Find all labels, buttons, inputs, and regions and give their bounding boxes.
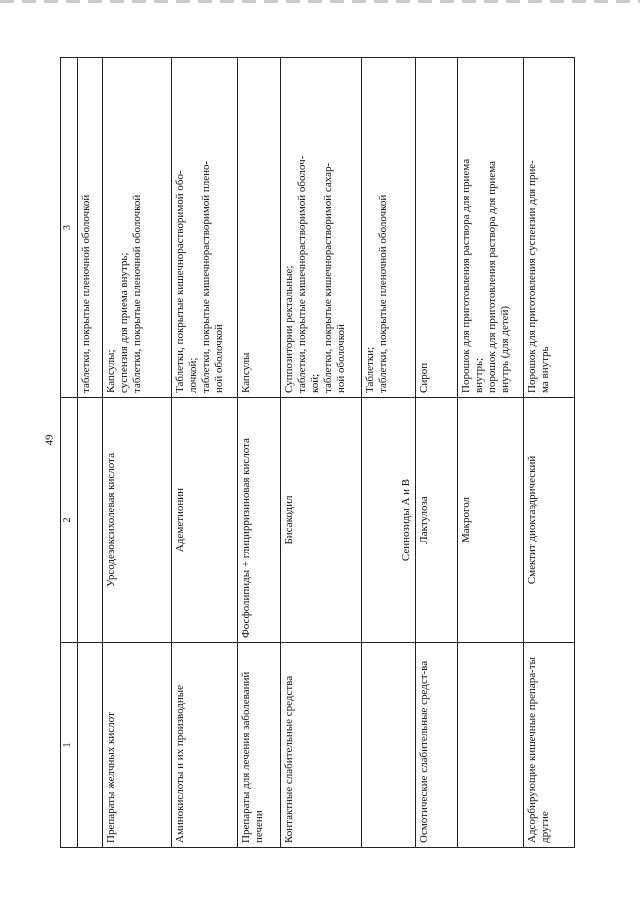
forms-cell: Порошок для приготовления раствора для приема внутрь; порошок для приготовления раствора для приема внутрь (для детей): [458, 58, 523, 398]
group-cell: Аминокислоты и их производные: [172, 643, 237, 848]
drug-cell: [78, 398, 103, 643]
forms-cell: Таблетки, покрытые кишечнорастворимой обо- лочкой; таблетки, покрытые кишечнорастворимой плено- ной оболочкой: [172, 58, 237, 398]
table-row: [237, 58, 280, 848]
drug-cell: Урсодезоксихолевая кислота: [102, 398, 171, 643]
group-cell: [78, 643, 103, 848]
table-row: [280, 58, 362, 848]
group-cell: [362, 643, 415, 848]
group-cell: Препараты желчных кислот: [102, 643, 171, 848]
drug-table: [60, 57, 575, 848]
table-row: [415, 58, 458, 848]
table-row: [102, 58, 171, 848]
forms-cell: Сироп: [415, 58, 458, 398]
forms-cell: Суппозитории ректальные; таблетки, покрытые кишечнорастворимой оболоч- кой; таблетки, покрытые кишечнорастворимой сахар- ной оболочкой: [280, 58, 362, 398]
forms-cell: Капсулы; суспензия для приема внутрь; таблетки, покрытые пленочной оболочкой: [102, 58, 171, 398]
drug-cell: Фосфолипиды + глицирризиновая кислота: [237, 398, 280, 643]
header-col-1: 1: [61, 643, 78, 848]
table-row: [78, 58, 103, 848]
table-row: [172, 58, 237, 848]
group-cell: Препараты для лечения заболеваний печени: [237, 643, 280, 848]
drug-cell: Макрогол: [458, 398, 523, 643]
table-row: [458, 58, 523, 848]
drug-cell: Бисакодил: [280, 398, 362, 643]
table-row: [523, 58, 574, 848]
drug-cell: Сеннозиды А и В: [362, 398, 415, 643]
page-number: 49: [43, 434, 56, 446]
drug-cell: Адеметионин: [172, 398, 237, 643]
group-cell: Осмотические слабительные средст-ва: [415, 643, 458, 848]
header-col-2: 2: [61, 398, 78, 643]
header-col-3: 3: [61, 58, 78, 398]
drug-cell: Лактулоза: [415, 398, 458, 643]
table-header-row: [61, 58, 78, 848]
forms-cell: Порошок для приготовления суспензии для прие- ма внутрь: [523, 58, 574, 398]
table-row: [362, 58, 415, 848]
scan-edge: [0, 0, 640, 3]
forms-cell: таблетки, покрытые пленочной оболочкой: [78, 58, 103, 398]
forms-cell: Капсулы: [237, 58, 280, 398]
drug-cell: Смектит диоктаэдрический: [523, 398, 574, 643]
group-cell: [458, 643, 523, 848]
group-cell: Адсорбирующие кишечные препара-ты другие: [523, 643, 574, 848]
group-cell: Контактные слабительные средства: [280, 643, 362, 848]
rotated-table-wrapper: [60, 58, 575, 848]
forms-cell: Таблетки; таблетки, покрытые пленочной оболочкой: [362, 58, 415, 398]
